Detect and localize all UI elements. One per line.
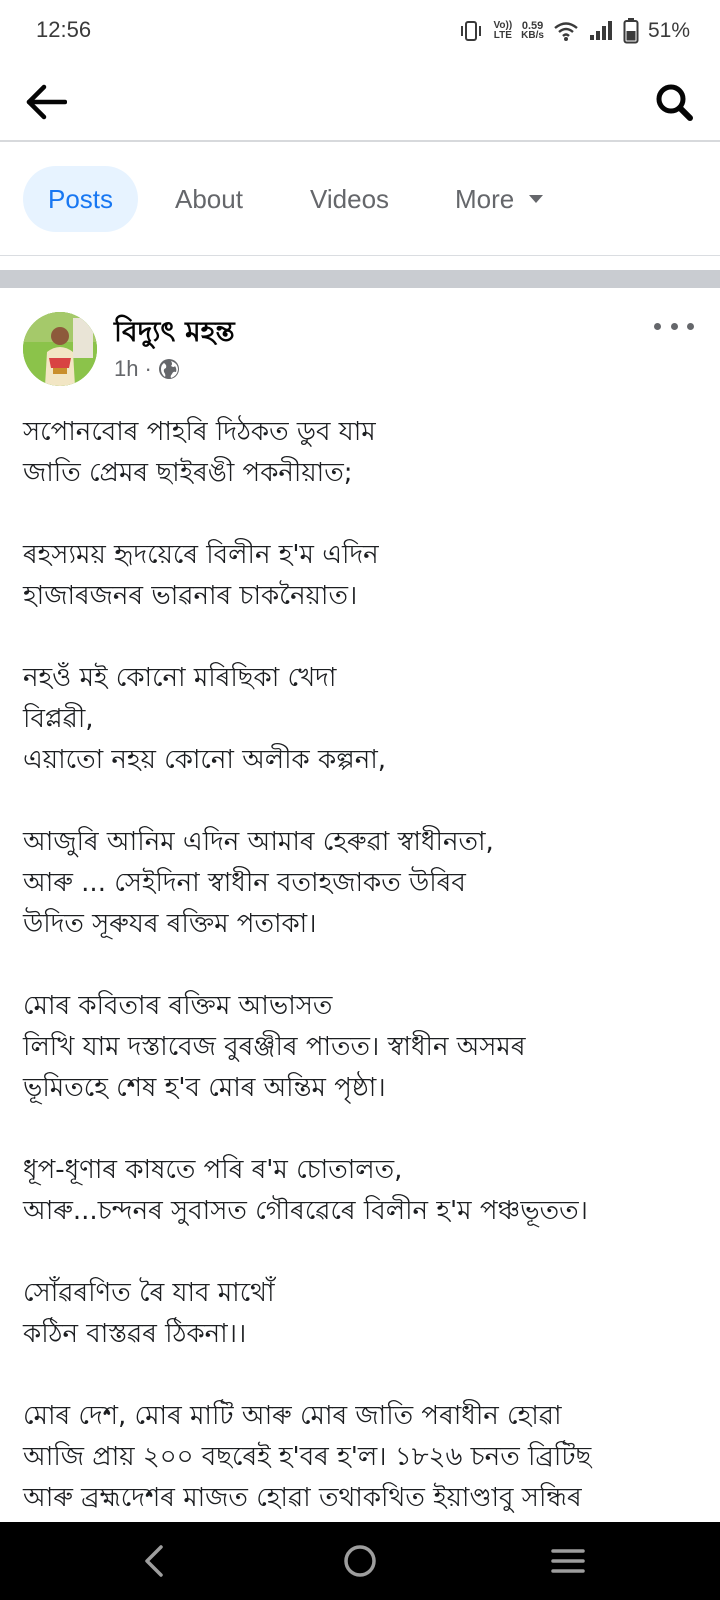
post-text-line: ৰহস্যময় হৃদয়েৰে বিলীন হ'ম এদিন [23,540,379,570]
post-text-line: আৰু...চন্দনৰ সুবাসত গৌৰৱেৰে বিলীন হ'ম পঞ্চভূতত। [23,1196,588,1226]
meta-separator: · [144,356,152,381]
post-text-line: সপোনবোৰ পাহৰি দিঠকত ডুব যাম [23,417,376,447]
paragraph-gap [23,1232,703,1273]
profile-tabs [0,144,720,256]
status-bar [0,0,720,62]
status-time: 12:56 [36,17,92,42]
network-speed-unit: KB/s [521,30,544,41]
globe-icon [158,358,180,380]
menu-lines-icon [550,1547,586,1575]
post-text-line: হাজাৰজনৰ ভাৱনাৰ চাকনৈয়াত। [23,581,358,611]
lte-label: LTE [493,30,512,41]
dot-icon [654,323,661,330]
post-text-line: মোৰ কবিতাৰ ৰক্তিম আভাসত [23,991,333,1021]
post-text-line: ধূপ-ধূণাৰ কাষতে পৰি ৰ'ম চোতালত, [23,1155,403,1185]
status-icons [458,16,690,46]
paragraph-gap [23,781,703,822]
paragraph-gap [23,617,703,658]
avatar-photo [23,312,97,386]
tab-about[interactable] [175,166,243,232]
tab-videos[interactable] [310,166,389,232]
volte-label: Vo)) [493,20,513,31]
post-header [0,300,720,400]
post-text-line: উদিত সূৰুযৰ ৰক্তিম পতাকা। [23,909,317,939]
paragraph-gap [23,1109,703,1150]
post-text-line: আৰু ... সেইদিনা স্বাধীন বতাহজাকত উৰিব [23,868,466,898]
paragraph-gap [23,494,703,535]
volte-indicator [493,21,512,41]
arrow-left-icon [25,84,67,120]
search-button[interactable] [650,78,698,126]
tab-more-label: More [455,183,515,214]
post-time[interactable]: 1h [114,356,139,381]
search-icon [654,82,694,122]
signal-icon [588,20,614,42]
app-header [0,62,720,142]
battery-percent: 51% [647,19,690,42]
post-text-line: আজুৰি আনিম এদিন আমাৰ হেৰুৱা স্বাধীনতা, [23,827,494,857]
avatar[interactable] [23,312,97,386]
system-back-button[interactable] [124,1532,184,1590]
vibrate-icon [458,20,484,42]
post-text-line: সোঁৱৰণিত ৰৈ যাব মাথোঁ [23,1278,275,1308]
wifi-icon [553,20,579,42]
section-divider [0,270,720,288]
post-text-line: কঠিন বাস্তৱৰ ঠিকনা।। [23,1319,247,1349]
author-name[interactable]: বিদ্যুৎ মহন্ত [114,315,235,348]
tab-posts-label: Posts [47,183,114,214]
tab-about-label: About [175,183,243,214]
post-text-line: আৰু ব্ৰহ্মদেশৰ মাজত হোৱা তথাকথিত ইয়াণ্ডাবু সন্ধিৰ [23,1483,582,1513]
caret-down-icon [528,194,544,204]
network-speed [521,21,544,41]
post-text-line: আজি প্ৰায় ২০০ বছৰেই হ'বৰ হ'ল। ১৮২৬ চনত ব্ৰিটিছ [23,1442,592,1472]
post-text-line: এয়াতো নহয় কোনো অলীক কল্পনা, [23,745,387,775]
post-text-line: মোৰ দেশ, মোৰ মাটি আৰু মোৰ জাতি পৰাধীন হোৱা [23,1401,562,1431]
dot-icon [687,323,694,330]
system-nav-bar [0,1522,720,1600]
circle-home-icon [342,1543,378,1579]
post-options-button[interactable] [654,314,694,338]
paragraph-gap [23,945,703,986]
post-text-line: জাতি প্ৰেমৰ ছাইৰঙী পকনীয়াত; [23,458,353,488]
post-text-line: নহওঁ মই কোনো মৰিছিকা খেদা [23,663,337,693]
paragraph-gap [23,1355,703,1396]
system-home-button[interactable] [330,1532,390,1590]
tab-videos-label: Videos [310,183,390,214]
dot-icon [671,323,678,330]
network-speed-value: 0.59 [521,20,544,32]
post-text-line: ভূমিতহে শেষ হ'ব মোৰ অন্তিম পৃষ্ঠা। [23,1073,386,1103]
tab-more[interactable] [455,166,544,232]
post-meta [114,356,180,382]
post-text-line: লিখি যাম দস্তাবেজ বুৰঞ্জীৰ পাতত। স্বাধীন অসমৰ [23,1032,526,1062]
post-text [23,412,703,1519]
battery-icon [623,18,639,44]
tab-posts[interactable] [23,166,138,232]
system-recents-button[interactable] [538,1532,598,1590]
chevron-left-icon [142,1544,166,1578]
back-button[interactable] [22,78,70,126]
post-text-line: বিপ্লৱী, [23,704,94,734]
